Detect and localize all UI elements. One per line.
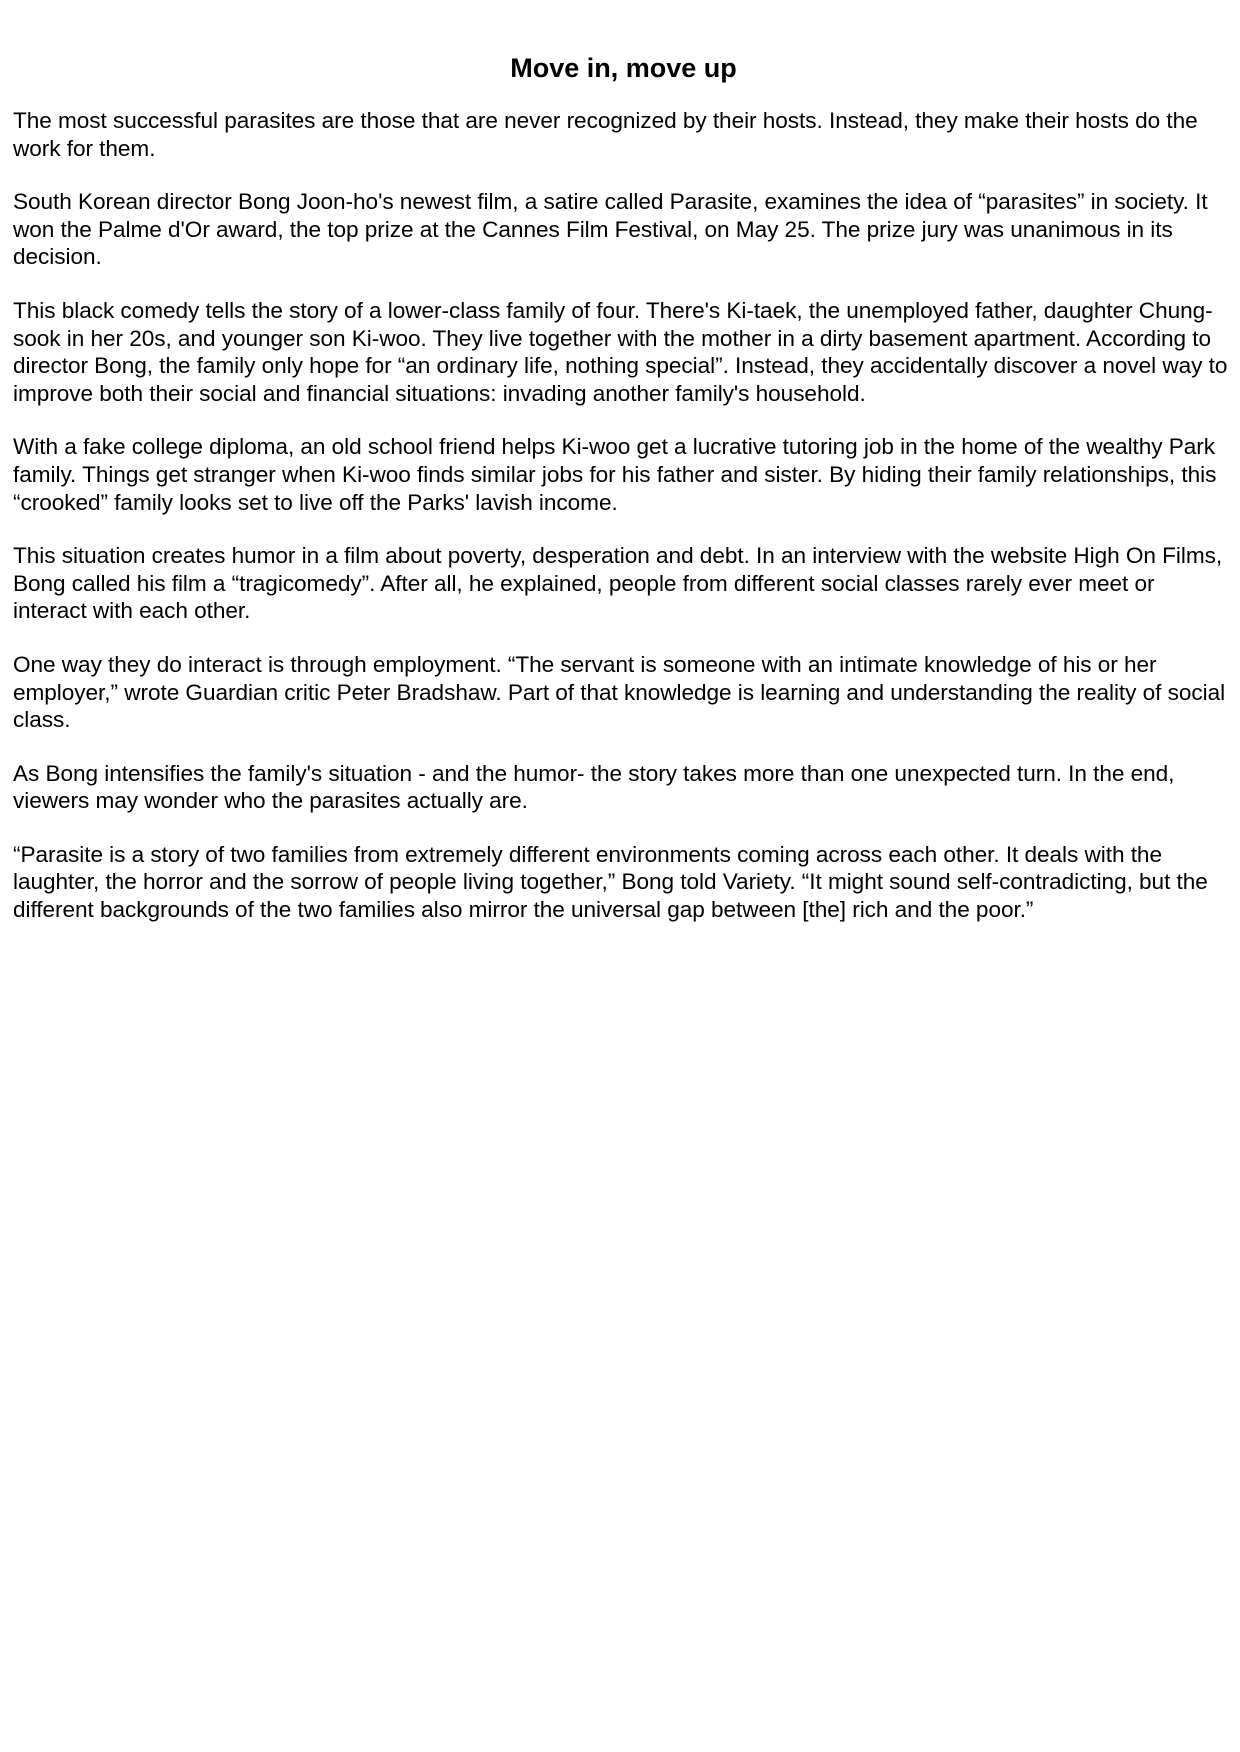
paragraph-2: South Korean director Bong Joon-ho's newest film, a satire called Parasite, examines the idea of “parasites” in society. It won the Palme d'Or award, the top prize at the Cannes Film Festival, on May 25. The prize jury was unanimous in its decision. xyxy=(13,189,1208,270)
document-title: Move in, move up xyxy=(510,53,737,83)
paragraph-3: This black comedy tells the story of a lower-class family of four. There's Ki-taek, the unemployed father, daughter Chung-sook in her 20s, and younger son Ki-woo. They live together with the mother in a dirty basement apartment. According to director Bong, the family only hope for “an ordinary life, nothing special”. Instead, they accidentally discover a novel way to improve both their social and financial situations: invading another family's household. xyxy=(13,297,1228,406)
document-page xyxy=(13,0,1228,950)
paragraph-1: The most successful parasites are those that are never recognized by their hosts. Instead, they make their hosts do the work for them. xyxy=(13,108,1198,161)
paragraph-5: This situation creates humor in a film about poverty, desperation and debt. In an interview with the website High On Films, Bong called his film a “tragicomedy”. After all, he explained, people from different social classes rarely ever meet or interact with each other. xyxy=(13,543,1223,624)
paragraph-8: “Parasite is a story of two families from extremely different environments coming across each other. It deals with the laughter, the horror and the sorrow of people living together,” Bong told Variety. “It might sound self-contradicting, but the different backgrounds of the two families also mirror the universal gap between [the] rich and the poor.” xyxy=(13,841,1208,923)
paragraph-7: As Bong intensifies the family's situation - and the humor- the story takes more than one unexpected turn. In the end, viewers may wonder who the parasites actually are. xyxy=(13,760,1175,814)
paragraph-4: With a fake college diploma, an old school friend helps Ki-woo get a lucrative tutoring job in the home of the wealthy Park family. Things get stranger when Ki-woo finds similar jobs for his father and sister. By hiding their family relationships, this “crooked” family looks set to live off the Parks' lavish income. xyxy=(13,434,1217,515)
paragraph-6: One way they do interact is through employment. “The servant is someone with an intimate knowledge of his or her employer,” wrote Guardian critic Peter Bradshaw. Part of that knowledge is learning and understanding the reality of social class. xyxy=(13,651,1226,733)
article-body xyxy=(13,107,1228,924)
